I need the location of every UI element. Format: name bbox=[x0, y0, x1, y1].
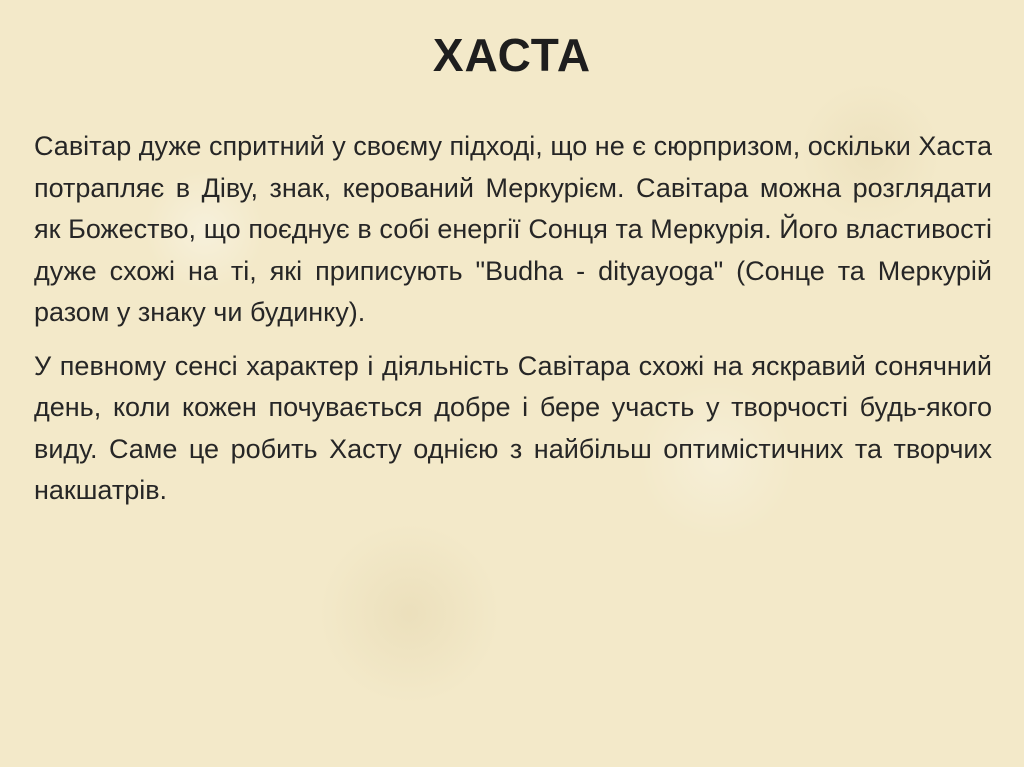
paragraph-2: У певному сенсі характер і діяльність Савітара схожі на яскравий сонячний день, коли кожен почувається добре і бере участь у творчості будь-якого виду. Саме це робить Хасту однією з найбільш оптимістичних та творчих накшатрів. bbox=[34, 350, 992, 505]
slide-body bbox=[34, 126, 992, 524]
slide-title: ХАСТА bbox=[432, 29, 592, 81]
paragraph-1: Савітар дуже спритний у своєму підході, що не є сюрпризом, оскільки Хаста потрапляє в Діву, знак, керований Меркурієм. Савітара можна розглядати як Божество, що поєднує в собі енергії Сонця та Меркурія. Його властивості дуже схожі на ті, які приписують "Budha - dityayoga" (Сонце та Меркурій разом у знаку чи будинку). bbox=[34, 131, 992, 327]
